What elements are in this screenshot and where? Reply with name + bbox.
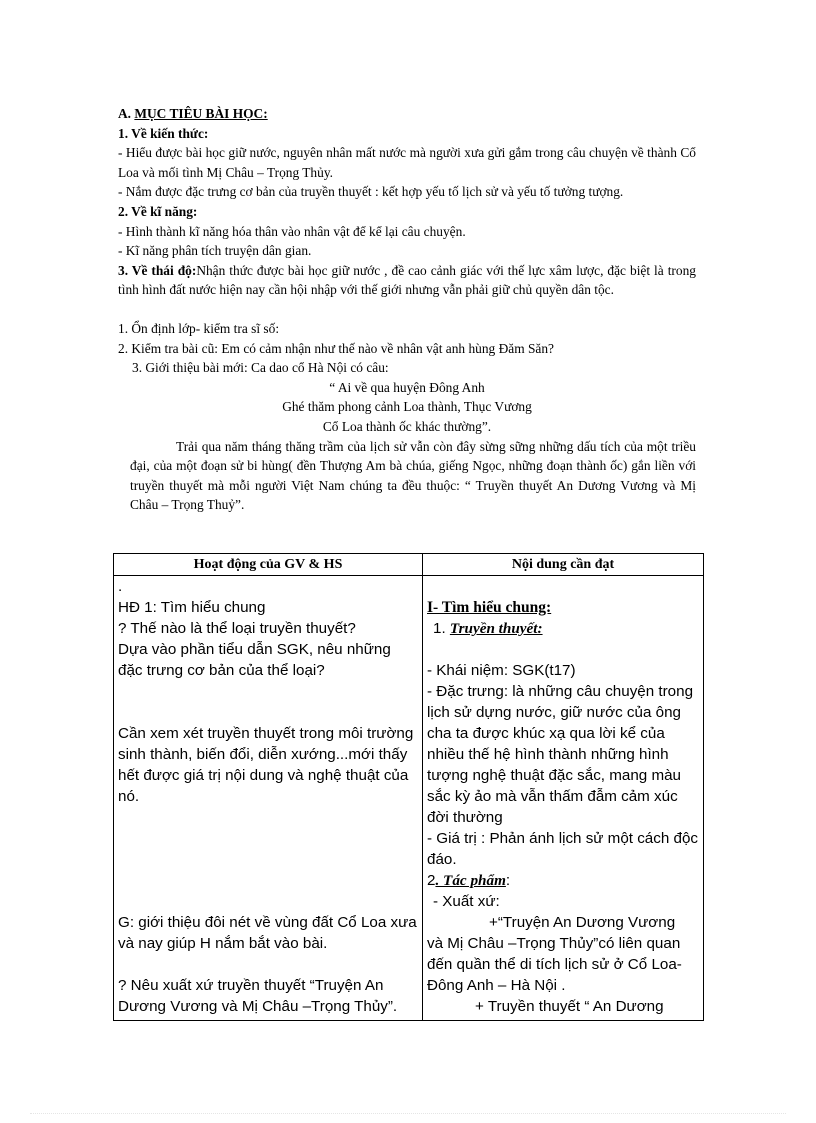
step-2: 2. Kiểm tra bài cũ: Em có cảm nhận như thế nào về nhân vật anh hùng Đăm Săn?: [118, 340, 554, 356]
section-a-heading: MỤC TIÊU BÀI HỌC:: [134, 106, 268, 121]
attitude-paragraph: [118, 261, 696, 300]
poem-line-3: Cổ Loa thành ốc khác thường”.: [322, 418, 492, 434]
header-content: Nội dung cần đạt: [423, 554, 704, 576]
attitude-heading: 3. Về thái độ:: [118, 262, 197, 278]
origin-label: - Xuất xứ:: [433, 893, 500, 910]
spacer: [118, 300, 696, 319]
activity-table: [113, 553, 704, 1021]
question-2: ? Nêu xuất xứ truyền thuyết “Truyện An Dương Vương và Mị Châu –Trọng Thủy”.: [118, 977, 398, 1015]
lesson-objectives: [118, 104, 696, 515]
spacer: [118, 954, 418, 975]
poem-line-2: Ghé thăm phong cảnh Loa thành, Thục Vương: [282, 399, 532, 415]
item-1-title: Truyền thuyết:: [449, 620, 543, 637]
left-dot: .: [118, 578, 123, 595]
skills-line-1: - Hình thành kĩ năng hóa thân vào nhân vật để kể lại câu chuyện.: [118, 223, 466, 239]
item-1: [427, 618, 699, 639]
spacer: [427, 576, 699, 597]
teacher-intro: G: giới thiệu đôi nét về vùng đất Cổ Loa xưa và nay giúp H nắm bắt vào bài.: [118, 914, 417, 952]
feature: - Đặc trưng: là những câu chuyện trong lịch sử dựng nước, giữ nước của ông cha ta được khúc xạ qua lời kể của nhiều thế hệ hình thành những hình tượng nghệ thuật đặc sắc, mang màu sắc kỳ ảo mà vẫn thấm đẫm cảm xúc đời thường: [427, 683, 694, 826]
knowledge-line-2: - Nắm được đặc trưng cơ bản của truyền thuyết : kết hợp yếu tố lịch sử và yếu tố tưởng tượng.: [118, 184, 624, 200]
item-2-colon: :: [505, 872, 511, 889]
knowledge-line-1: - Hiểu được bài học giữ nước, nguyên nhân mất nước mà người xưa gửi gắm trong câu chuyện về thành Cổ Loa và mối tình Mị Châu – Trọng Thủy.: [118, 145, 696, 180]
skills-heading: 2. Về kĩ năng:: [118, 203, 198, 219]
activity-1-title: HĐ 1: Tìm hiểu chung: [118, 599, 266, 616]
spacer: [427, 639, 699, 660]
origin-1b: và Mị Châu –Trọng Thủy”có liên quan đến quần thể di tích lịch sử ở Cổ Loa- Đông Anh – Hà Nội .: [427, 935, 682, 994]
intro-paragraph: Trải qua năm tháng thăng trầm của lịch sử vẫn còn đây sừng sững những dấu tích của một triều đại, của một đoạn sử bi hùng( đền Thượng Am bà chúa, giếng Ngọc, những đoạn thành ốc) gắn liền với truyền thuyết mà mỗi người Việt Nam chúng ta đều thuộc: “ Truyền thuyết An Dương Vương và Mị Châu – Trọng Thuỷ”.: [130, 438, 696, 513]
item-2-number: 2: [427, 872, 436, 889]
attitude-text: Nhận thức được bài học giữ nước , đề cao cảnh giác với thế lực xâm lược, đặc biệt là trong tình hình đất nước hiện nay cần hội nhập với thế giới nhưng vẫn phải giữ chủ quyền dân tộc.: [118, 262, 696, 298]
section-a-prefix: A.: [118, 106, 135, 121]
item-1-number: 1.: [433, 620, 450, 637]
origin-2: + Truyền thuyết “ An Dương: [475, 998, 664, 1015]
question-1: ? Thế nào là thể loại truyền thuyết?: [118, 620, 356, 637]
section-a-title: [118, 104, 696, 124]
skills-line-2: - Kĩ năng phân tích truyện dân gian.: [118, 243, 312, 259]
table-row: [114, 576, 704, 1021]
teacher-note: Cần xem xét truyền thuyết trong môi trường sinh thành, biến đổi, diễn xướng...mới thấy hết được giá trị nội dung và nghệ thuật của nó.: [118, 725, 414, 805]
page-bottom-divider: [30, 1113, 786, 1114]
concept: - Khái niệm: SGK(t17): [427, 662, 576, 679]
spacer: [118, 681, 418, 723]
knowledge-heading: 1. Về kiến thức:: [118, 125, 209, 141]
origin-1: +“Truyện An Dương Vương: [489, 914, 676, 931]
step-3: 3. Giới thiệu bài mới: Ca dao cổ Hà Nội có câu:: [132, 360, 389, 376]
item-2-title: . Tác phẩm: [435, 872, 506, 889]
left-cell: [114, 576, 423, 1021]
header-activities: Hoạt động của GV & HS: [114, 554, 423, 576]
question-1b: Dựa vào phần tiểu dẫn SGK, nêu những đặc trưng cơ bản của thể loại?: [118, 641, 391, 679]
general-heading: I- Tìm hiểu chung:: [427, 599, 552, 616]
step-1: 1. Ổn định lớp- kiểm tra sĩ số:: [118, 320, 280, 336]
poem-line-1: “ Ai về qua huyện Đông Anh: [329, 379, 485, 395]
item-2: [427, 870, 699, 891]
table-header-row: [114, 554, 704, 576]
right-cell: [423, 576, 704, 1021]
value: - Giá trị : Phản ánh lịch sử một cách độc đáo.: [427, 830, 699, 868]
spacer: [118, 807, 418, 912]
